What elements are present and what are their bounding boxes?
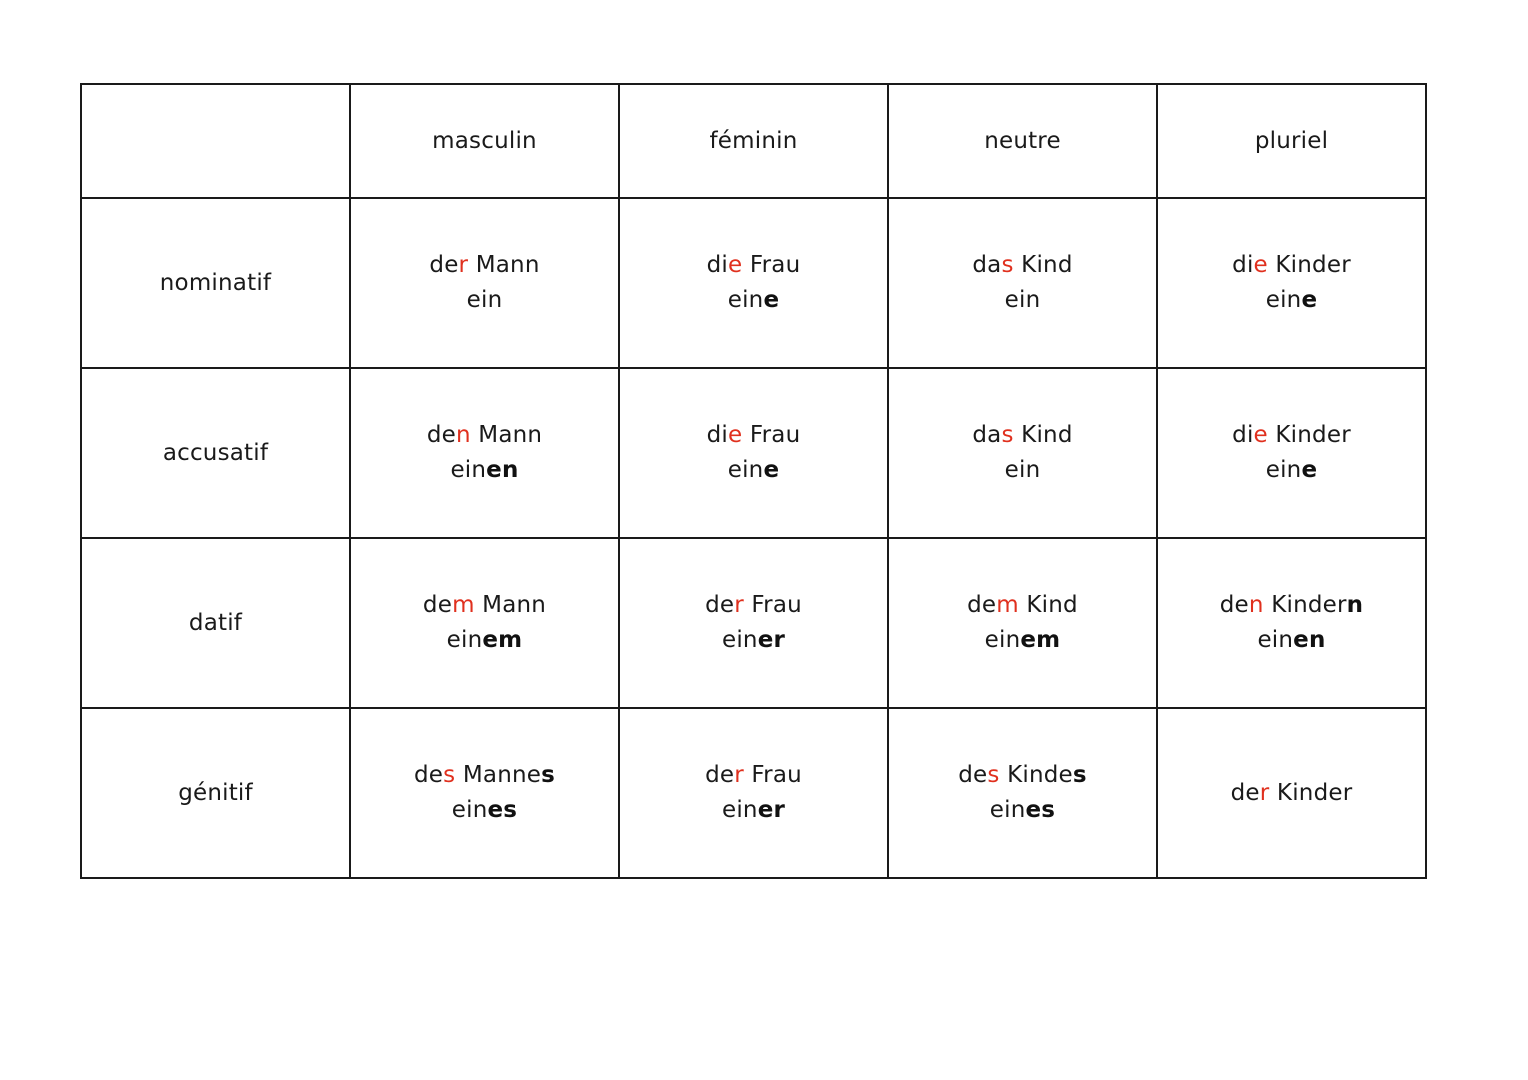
indefinite-article-line xyxy=(889,453,1156,488)
text-segment: ein xyxy=(446,627,483,653)
declension-cell xyxy=(619,368,888,538)
text-segment: Mann xyxy=(474,592,547,618)
text-segment: ein xyxy=(466,287,503,313)
article-noun-line xyxy=(351,418,618,453)
declension-cell xyxy=(1157,368,1426,538)
ending-highlight-red: s xyxy=(1001,422,1014,448)
article-noun-line xyxy=(1158,776,1425,811)
text-segment: de xyxy=(429,252,459,278)
ending-highlight-red: e xyxy=(728,422,743,448)
text-segment: ein xyxy=(727,457,764,483)
article-noun-line xyxy=(620,248,887,283)
text-segment: di xyxy=(1232,422,1254,448)
ending-highlight-red: r xyxy=(734,762,744,788)
text-segment: ein xyxy=(1257,627,1294,653)
ending-highlight-red: e xyxy=(728,252,743,278)
article-noun-line xyxy=(620,758,887,793)
ending-highlight-bold: em xyxy=(482,627,523,653)
case-row-genitif xyxy=(81,708,1426,878)
row-header-genitif: génitif xyxy=(81,708,350,878)
indefinite-article-line xyxy=(351,623,618,658)
ending-highlight-bold: er xyxy=(757,797,786,823)
ending-highlight-red: m xyxy=(996,592,1019,618)
text-segment: Kind xyxy=(1018,592,1078,618)
text-segment: di xyxy=(706,252,729,278)
ending-highlight-red: r xyxy=(1259,779,1270,806)
text-segment: ein xyxy=(984,627,1021,653)
declension-table xyxy=(80,83,1427,879)
ending-highlight-red: s xyxy=(987,762,1000,788)
text-segment: Frau xyxy=(742,252,801,278)
text-segment: de xyxy=(422,592,453,618)
text-segment: Manne xyxy=(455,762,542,788)
ending-highlight-bold: en xyxy=(1293,627,1326,653)
text-segment: Frau xyxy=(743,592,802,618)
indefinite-article-line xyxy=(620,283,887,318)
declension-cell xyxy=(888,198,1157,368)
text-segment: ein xyxy=(721,627,758,653)
article-noun-line xyxy=(1158,248,1425,283)
declension-cell xyxy=(1157,708,1426,878)
article-noun-line xyxy=(351,248,618,283)
ending-highlight-red: n xyxy=(455,422,471,448)
article-noun-line xyxy=(1158,588,1425,623)
indefinite-article-line xyxy=(889,793,1156,828)
ending-highlight-bold: em xyxy=(1020,627,1061,653)
article-noun-line xyxy=(620,418,887,453)
text-segment: de xyxy=(1219,592,1249,618)
ending-highlight-red: r xyxy=(458,252,469,278)
ending-highlight-bold: n xyxy=(1346,592,1364,618)
declension-cell xyxy=(619,198,888,368)
text-segment: Kind xyxy=(1013,422,1073,448)
text-segment: ein xyxy=(1265,457,1302,483)
article-noun-line xyxy=(889,248,1156,283)
indefinite-article-line xyxy=(351,283,618,318)
ending-highlight-red: m xyxy=(452,592,475,618)
indefinite-article-line xyxy=(1158,453,1425,488)
row-header-datif: datif xyxy=(81,538,350,708)
article-noun-line xyxy=(889,758,1156,793)
ending-highlight-bold: es xyxy=(1025,797,1056,823)
article-noun-line xyxy=(889,588,1156,623)
row-header-nominatif: nominatif xyxy=(81,198,350,368)
text-segment: Kinder xyxy=(1269,779,1353,806)
row-header-accusatif: accusatif xyxy=(81,368,350,538)
article-noun-line xyxy=(1158,418,1425,453)
text-segment: Kinder xyxy=(1267,252,1351,278)
article-noun-line xyxy=(620,588,887,623)
text-segment: de xyxy=(426,422,456,448)
declension-cell xyxy=(888,538,1157,708)
ending-highlight-bold: es xyxy=(487,797,518,823)
indefinite-article-line xyxy=(351,793,618,828)
ending-highlight-red: n xyxy=(1248,592,1264,618)
ending-highlight-red: s xyxy=(1001,252,1014,278)
ending-highlight-bold: en xyxy=(486,457,519,483)
column-header-pluriel: pluriel xyxy=(1157,84,1426,198)
declension-cell xyxy=(350,538,619,708)
text-segment: de xyxy=(705,592,735,618)
text-segment: ein xyxy=(989,797,1026,823)
text-segment: Kinde xyxy=(999,762,1073,788)
indefinite-article-line xyxy=(620,453,887,488)
corner-cell xyxy=(81,84,350,198)
text-segment: ein xyxy=(721,797,758,823)
text-segment: Kinder xyxy=(1263,592,1347,618)
text-segment: ein xyxy=(450,457,487,483)
declension-cell xyxy=(1157,538,1426,708)
ending-highlight-red: r xyxy=(734,592,744,618)
ending-highlight-red: e xyxy=(1253,252,1268,278)
text-segment: de xyxy=(414,762,444,788)
text-segment: de xyxy=(967,592,997,618)
text-segment: ein xyxy=(727,287,764,313)
case-row-datif xyxy=(81,538,1426,708)
header-row xyxy=(81,84,1426,198)
declension-cell xyxy=(350,708,619,878)
text-segment: de xyxy=(1230,779,1260,806)
column-header-masculin: masculin xyxy=(350,84,619,198)
indefinite-article-line xyxy=(889,623,1156,658)
text-segment: di xyxy=(706,422,729,448)
declension-cell xyxy=(619,538,888,708)
article-noun-line xyxy=(351,588,618,623)
indefinite-article-line xyxy=(620,623,887,658)
declension-cell xyxy=(1157,198,1426,368)
declension-cell xyxy=(350,368,619,538)
article-noun-line xyxy=(351,758,618,793)
declension-cell xyxy=(888,368,1157,538)
indefinite-article-line xyxy=(1158,623,1425,658)
ending-highlight-bold: e xyxy=(763,457,780,483)
text-segment: ein xyxy=(1265,287,1302,313)
ending-highlight-bold: e xyxy=(763,287,780,313)
text-segment: Frau xyxy=(742,422,801,448)
text-segment: ein xyxy=(1004,287,1041,313)
text-segment: da xyxy=(972,422,1002,448)
indefinite-article-line xyxy=(351,453,618,488)
column-header-feminin: féminin xyxy=(619,84,888,198)
declension-cell xyxy=(350,198,619,368)
indefinite-article-line xyxy=(620,793,887,828)
article-noun-line xyxy=(889,418,1156,453)
indefinite-article-line xyxy=(889,283,1156,318)
ending-highlight-bold: s xyxy=(1072,762,1087,788)
text-segment: Mann xyxy=(468,252,540,278)
case-row-nominatif xyxy=(81,198,1426,368)
ending-highlight-bold: er xyxy=(757,627,786,653)
text-segment: ein xyxy=(1004,457,1041,483)
text-segment: de xyxy=(705,762,735,788)
text-segment: Kinder xyxy=(1267,422,1351,448)
text-segment: di xyxy=(1232,252,1254,278)
text-segment: Kind xyxy=(1013,252,1073,278)
ending-highlight-red: e xyxy=(1253,422,1268,448)
ending-highlight-bold: e xyxy=(1301,457,1318,483)
text-segment: de xyxy=(958,762,988,788)
ending-highlight-bold: s xyxy=(541,762,555,788)
case-row-accusatif xyxy=(81,368,1426,538)
column-header-neutre: neutre xyxy=(888,84,1157,198)
ending-highlight-red: s xyxy=(443,762,456,788)
text-segment: Frau xyxy=(743,762,802,788)
ending-highlight-bold: e xyxy=(1301,287,1318,313)
text-segment: ein xyxy=(451,797,488,823)
declension-cell xyxy=(619,708,888,878)
text-segment: Mann xyxy=(470,422,543,448)
declension-cell xyxy=(888,708,1157,878)
text-segment: da xyxy=(972,252,1002,278)
indefinite-article-line xyxy=(1158,283,1425,318)
